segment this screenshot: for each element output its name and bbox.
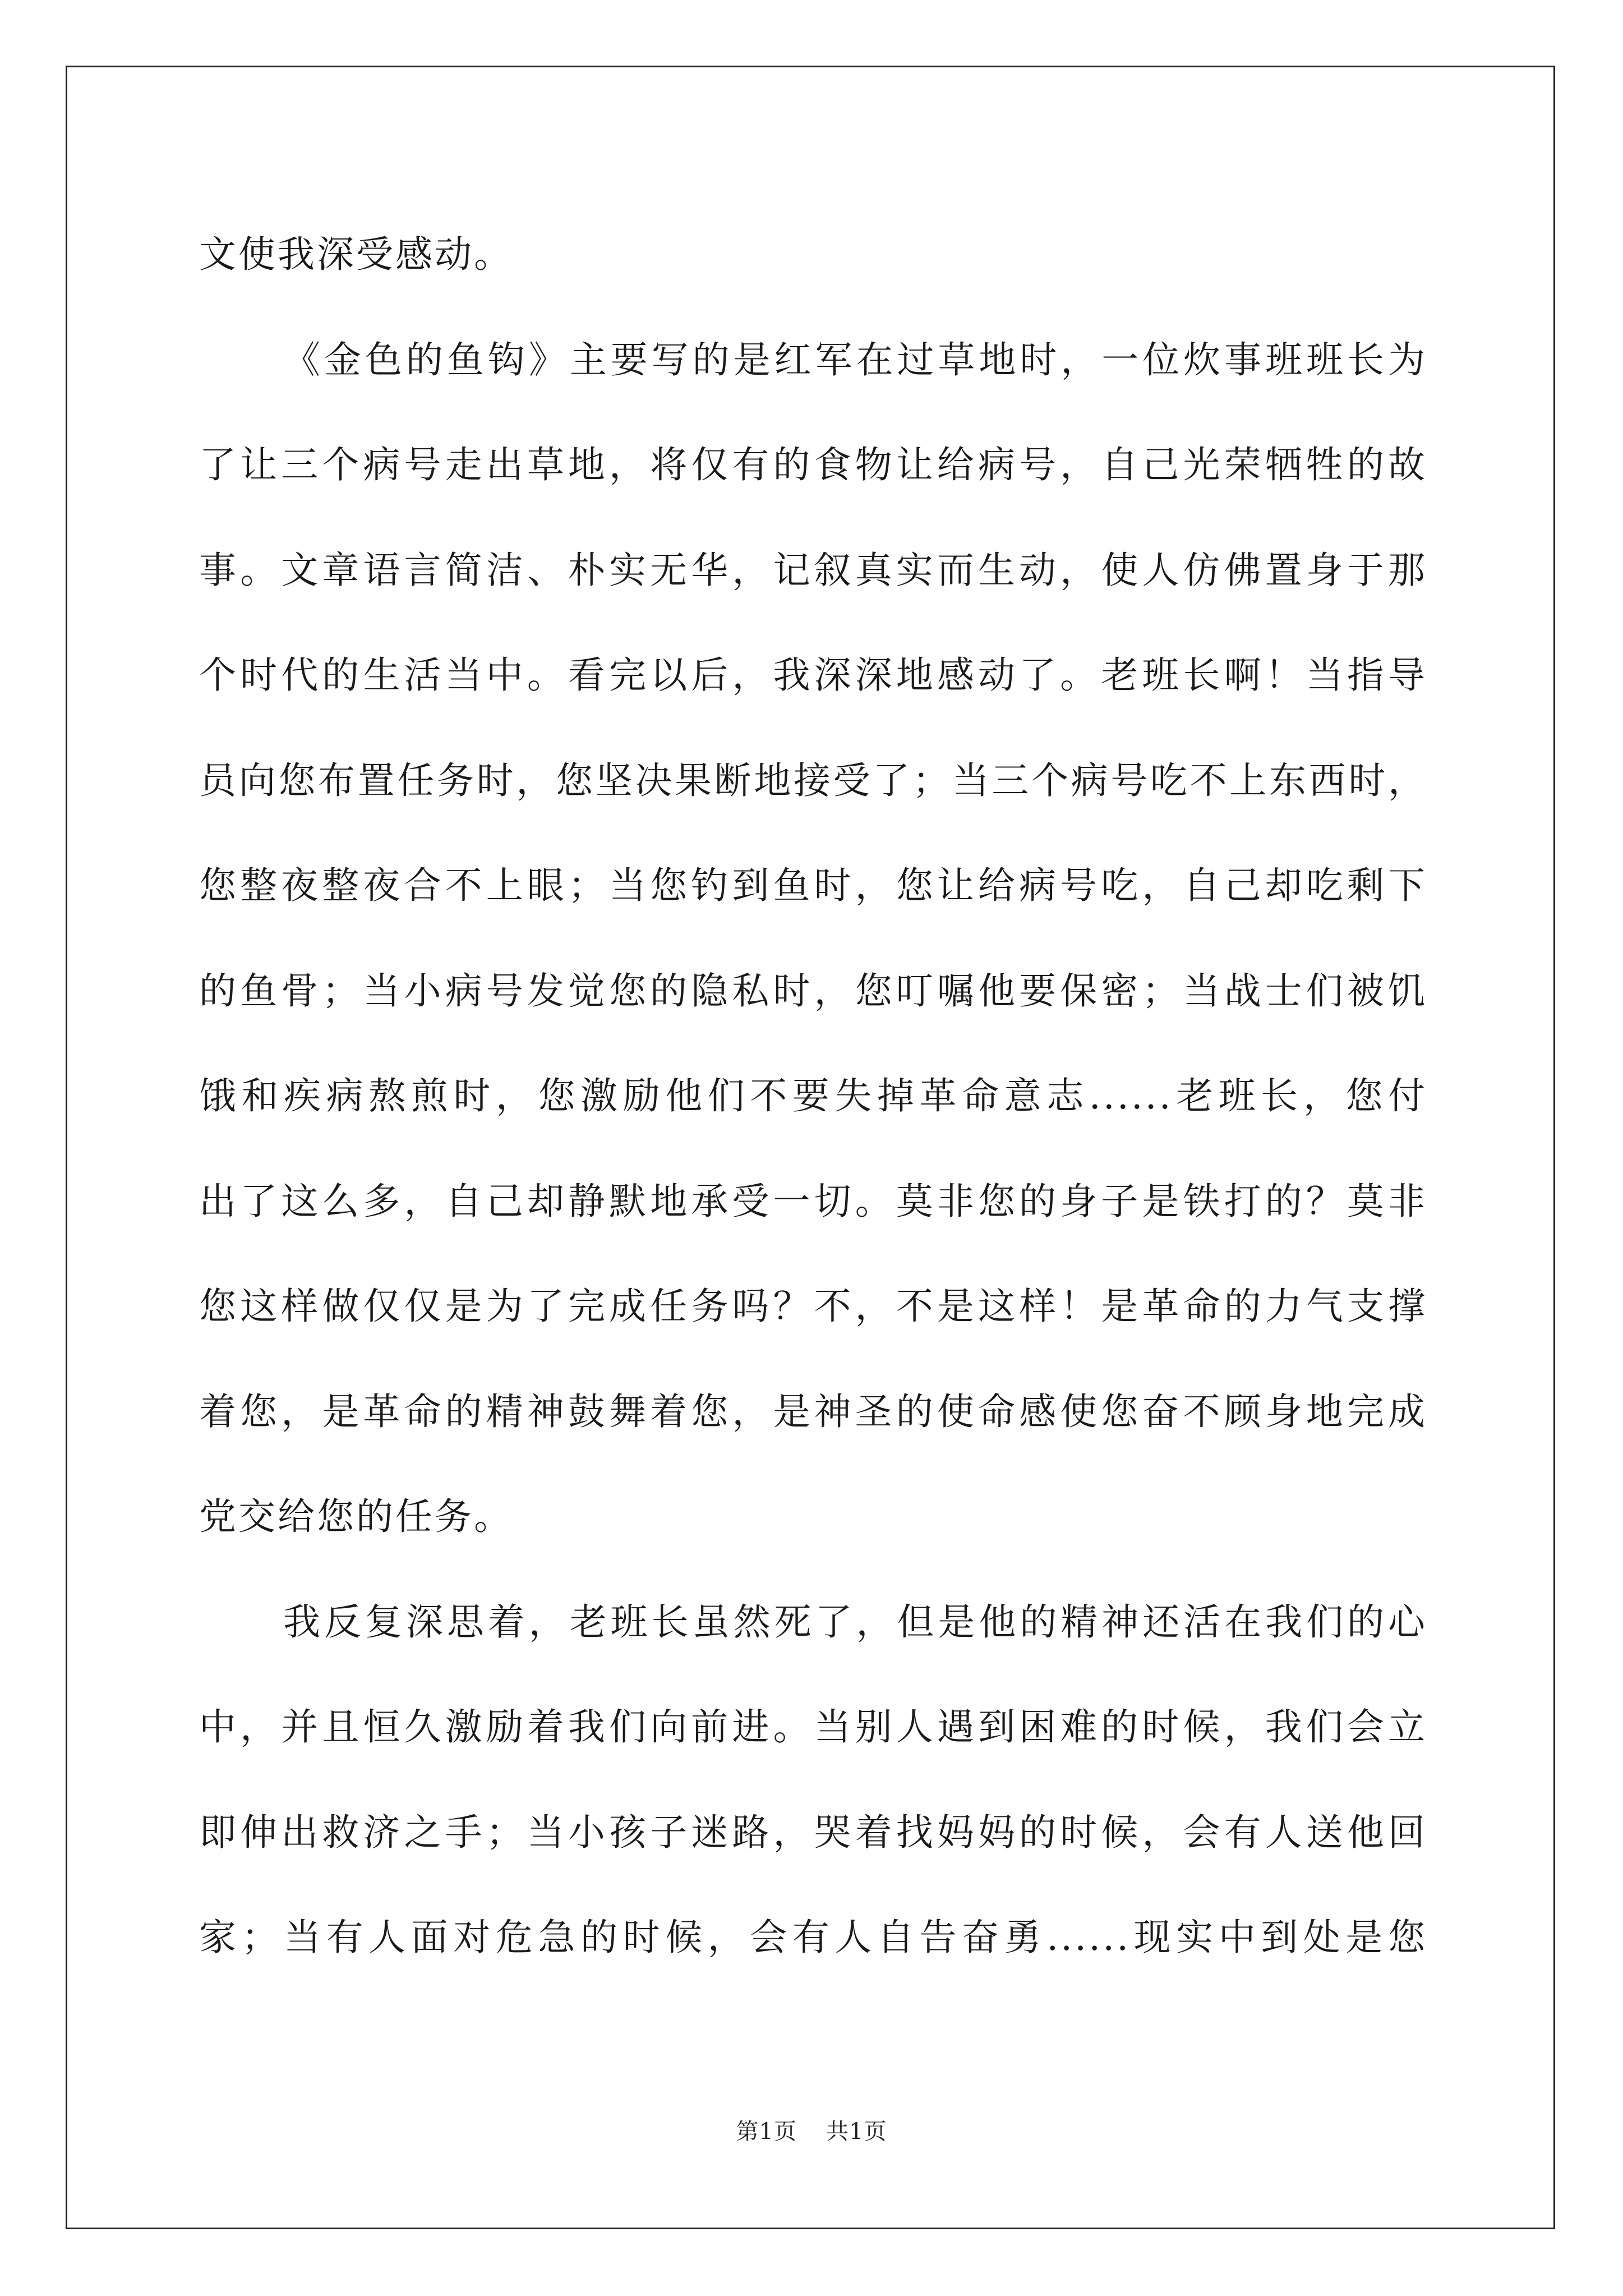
text-line: 饿和疾病熬煎时，您激励他们不要失掉革命意志......老班长，您付 [199, 1074, 1427, 1117]
text-line: 我反复深思着，老班长虽然死了，但是他的精神还活在我们的心 [283, 1600, 1427, 1644]
text-line: 即伸出救济之手；当小孩子迷路，哭着找妈妈的时候，会有人送他回 [199, 1810, 1427, 1854]
document-body [199, 202, 1427, 1990]
text-line: 中，并且恒久激励着我们向前进。当别人遇到困难的时候，我们会立 [199, 1705, 1427, 1749]
text-line: 着您，是革命的精神鼓舞着您，是神圣的使命感使您奋不顾身地完成 [199, 1389, 1427, 1433]
text-line: 文使我深受感动。 [199, 233, 513, 276]
text-line: 出了这么多，自己却静默地承受一切。莫非您的身子是铁打的？莫非 [199, 1179, 1427, 1223]
text-line: 党交给您的任务。 [199, 1495, 513, 1538]
text-line: 了让三个病号走出草地，将仅有的食物让给病号，自己光荣牺牲的故 [199, 443, 1427, 486]
text-line: 《金色的鱼钩》主要写的是红军在过草地时，一位炊事班班长为 [283, 338, 1427, 381]
text-line: 家；当有人面对危急的时候，会有人自告奋勇......现实中到处是您 [199, 1916, 1427, 1959]
text-line: 员向您布置任务时，您坚决果断地接受了；当三个病号吃不上东西时， [199, 758, 1427, 802]
text-line: 个时代的生活当中。看完以后，我深深地感动了。老班长啊！当指导 [199, 654, 1427, 697]
page-number-total: 共1页 [826, 2119, 887, 2145]
page-number-current: 第1页 [736, 2119, 797, 2145]
text-line: 事。文章语言简洁、朴实无华，记叙真实而生动，使人仿佛置身于那 [199, 548, 1427, 592]
text-line: 您这样做仅仅是为了完成任务吗？不，不是这样！是革命的力气支撑 [199, 1285, 1427, 1328]
text-line: 您整夜整夜合不上眼；当您钓到鱼时，您让给病号吃，自己却吃剩下 [199, 864, 1427, 907]
text-line: 的鱼骨；当小病号发觉您的隐私时，您叮嘱他要保密；当战士们被饥 [199, 969, 1427, 1013]
page-footer [0, 2114, 1623, 2146]
